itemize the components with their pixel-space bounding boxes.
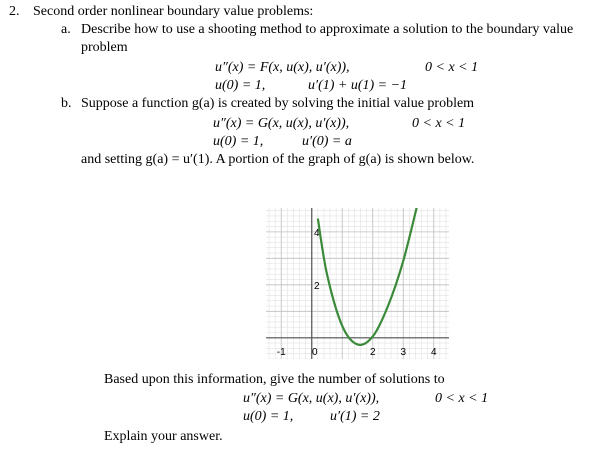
part-a-letter: a. (61, 22, 71, 37)
part-b-text-line2: and setting g(a) = u′(1). A portion of the graph of g(a) is shown below. (81, 152, 475, 167)
part-a-text-line1: Describe how to use a shooting method to approximate a solution to the boundary value (81, 22, 574, 37)
question-boundary-left: u(0) = 1, (243, 409, 294, 424)
x-tick-label: -1 (276, 346, 286, 358)
question-equation-ode: u″(x) = G(x, u(x), u′(x)), (243, 391, 380, 406)
x-tick-label: 3 (400, 346, 407, 358)
part-a-boundary-left: u(0) = 1, (215, 78, 266, 93)
x-tick-label: 2 (369, 346, 376, 358)
problem-title: Second order nonlinear boundary value problems: (33, 4, 314, 19)
problem-number: 2. (9, 4, 20, 19)
part-b-equation-domain: 0 < x < 1 (412, 116, 466, 131)
part-a-equation-domain: 0 < x < 1 (425, 60, 479, 75)
question-text: Based upon this information, give the number of solutions to (104, 372, 445, 387)
part-b-equation-ode: u″(x) = G(x, u(x), u′(x)), (213, 116, 350, 131)
part-a-text-line2: problem (81, 40, 128, 55)
explain-text: Explain your answer. (104, 429, 223, 444)
part-a-equation-ode: u″(x) = F(x, u(x), u′(x)), (215, 60, 350, 75)
part-b-letter: b. (61, 96, 72, 111)
question-equation-domain: 0 < x < 1 (435, 391, 489, 406)
x-tick-label: 0 (311, 346, 318, 358)
g-of-a-graph (266, 208, 449, 359)
x-tick-label: 4 (430, 346, 437, 358)
y-tick-label: 2 (313, 280, 320, 292)
part-b-initial-right: u′(0) = a (302, 134, 352, 149)
y-tick-label: 4 (313, 227, 320, 239)
question-boundary-right: u′(1) = 2 (330, 409, 380, 424)
part-a-boundary-right: u′(1) + u(1) = −1 (308, 78, 408, 93)
part-b-text-line1: Suppose a function g(a) is created by solving the initial value problem (81, 96, 475, 111)
part-b-initial-left: u(0) = 1, (213, 134, 264, 149)
